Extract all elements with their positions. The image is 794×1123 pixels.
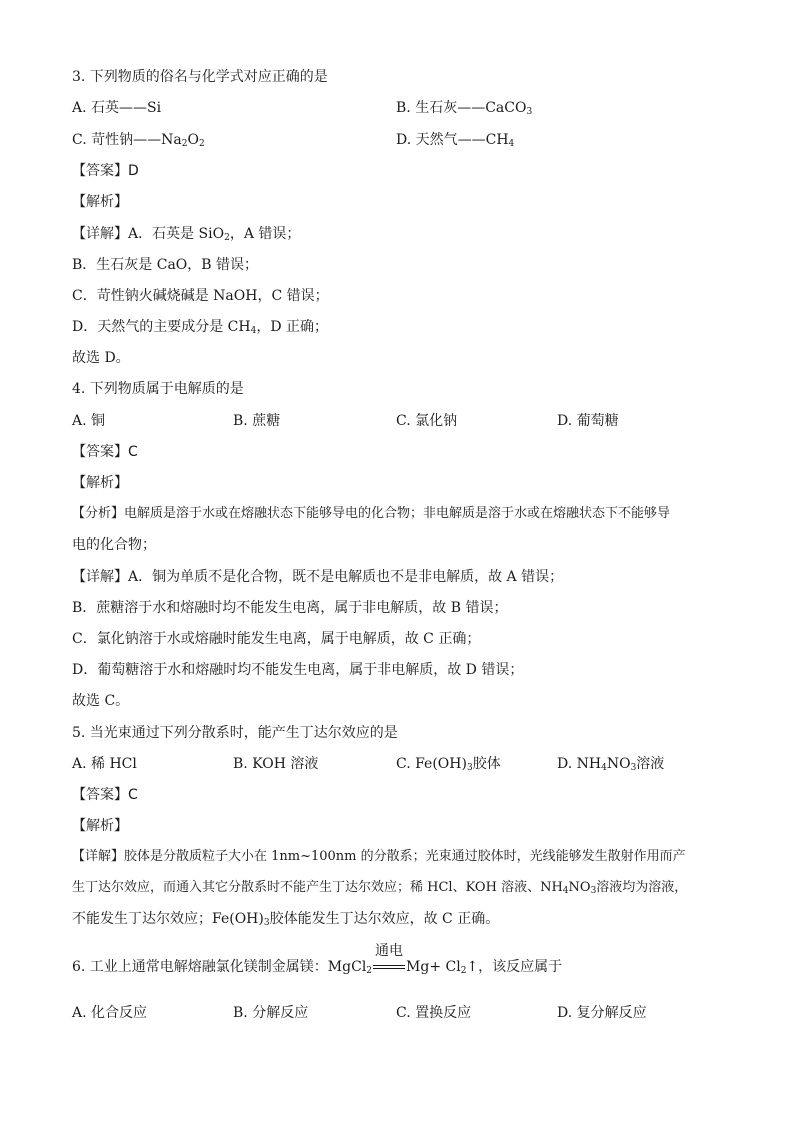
q5-analysis-heading: 【解析】 xyxy=(72,818,128,834)
q4-option-b: B. 蔗糖 xyxy=(233,413,281,429)
q5-option-a: A. 稀 HCl xyxy=(72,756,137,772)
q4-detail-a: 【详解】A．铜为单质不是化合物，既不是电解质也不是非电解质，故 A 错误； xyxy=(72,569,564,585)
q5-detail-line3: 不能发生丁达尔效应；$Fe(OH)_3$胶体能发生丁达尔效应，故 C 正确。 xyxy=(72,911,500,928)
q4-detail-b: B．蔗糖溶于水和熔融时均不能发生电离，属于非电解质，故 B 错误； xyxy=(72,600,508,616)
q3-option-d: D. 天然气$——CH_4$ xyxy=(396,132,515,149)
q5-detail-line1: 【详解】胶体是分散质粒子大小在 1nm~100nm 的分散系；光束通过胶体时，光线能够发生散射作用而产 xyxy=(72,849,686,864)
q3-detail-d: D．天然气的主要成分是 $CH_4$，D 正确； xyxy=(72,319,329,336)
q4-detail-d: D．葡萄糖溶于水和熔融时均不能发生电离，属于非电解质，故 D 错误； xyxy=(72,662,524,678)
q4-stem: 4. 下列物质属于电解质的是 xyxy=(72,381,244,397)
q3-detail-b: B．生石灰是 CaO，B 错误； xyxy=(72,257,259,273)
q4-fenxi-line2: 电的化合物； xyxy=(72,537,156,553)
q6-option-d: D. 复分解反应 xyxy=(557,1005,647,1021)
q6-option-c: C. 置换反应 xyxy=(396,1005,472,1021)
q5-option-d: D. $NH_4NO_3$溶液 xyxy=(557,756,665,773)
q3-detail-c: C．苛性钠火碱烧碱是 NaOH，C 错误； xyxy=(72,288,329,304)
q3-analysis-heading: 【解析】 xyxy=(72,194,128,210)
q4-fenxi-line1: 【分析】电解质是溶于水或在熔融状态下能够导电的化合物；非电解质是溶于水或在熔融状态下不能够导 xyxy=(72,506,671,521)
q6-option-b: B. 分解反应 xyxy=(233,1005,309,1021)
q3-stem: 3. 下列物质的俗名与化学式对应正确的是 xyxy=(72,69,328,85)
q4-detail-c: C．氯化钠溶于水或熔融时能发生电离，属于电解质，故 C 正确； xyxy=(72,631,481,647)
q3-option-b: B. 生石灰——CaCO$_3$ xyxy=(396,100,533,117)
q4-option-a: A. 铜 xyxy=(72,413,106,429)
q4-conclusion: 故选 C。 xyxy=(72,693,130,709)
q3-option-a: A. 石英——Si xyxy=(72,100,162,116)
reaction-condition-label: 通电 xyxy=(375,943,404,959)
q3-option-c: C. 苛性钠$——Na_2O_2$ xyxy=(72,132,205,149)
reaction-arrow xyxy=(372,943,406,976)
q4-option-c: C. 氯化钠 xyxy=(396,413,458,429)
q5-option-b: B. KOH 溶液 xyxy=(233,756,319,772)
q5-stem: 5. 当光束通过下列分散系时，能产生丁达尔效应的是 xyxy=(72,725,398,741)
q5-answer: 【答案】C xyxy=(72,787,138,803)
q4-analysis-heading: 【解析】 xyxy=(72,475,128,491)
q5-option-c: C. $Fe(OH)_3$胶体 xyxy=(396,756,501,773)
q3-conclusion: 故选 D。 xyxy=(72,350,130,366)
q5-detail-line2: 生丁达尔效应，而通入其它分散系时不能产生丁达尔效应；稀 HCl、KOH 溶液、$NH_4NO_3$溶液均为溶液， xyxy=(72,880,688,896)
q3-detail-a: 【详解】A．石英是 SiO$_2$，A 错误； xyxy=(72,226,301,243)
q3-answer: 【答案】D xyxy=(72,163,139,179)
q6-option-a: A. 化合反应 xyxy=(72,1005,148,1021)
q4-answer: 【答案】C xyxy=(72,444,138,460)
q4-option-d: D. 葡萄糖 xyxy=(557,413,619,429)
q6-stem: 6. 工业上通常电解熔融氯化镁制金属镁：MgCl$_2$ 通电 $Mg+ Cl_2↑$，该反应属于 xyxy=(72,943,563,976)
